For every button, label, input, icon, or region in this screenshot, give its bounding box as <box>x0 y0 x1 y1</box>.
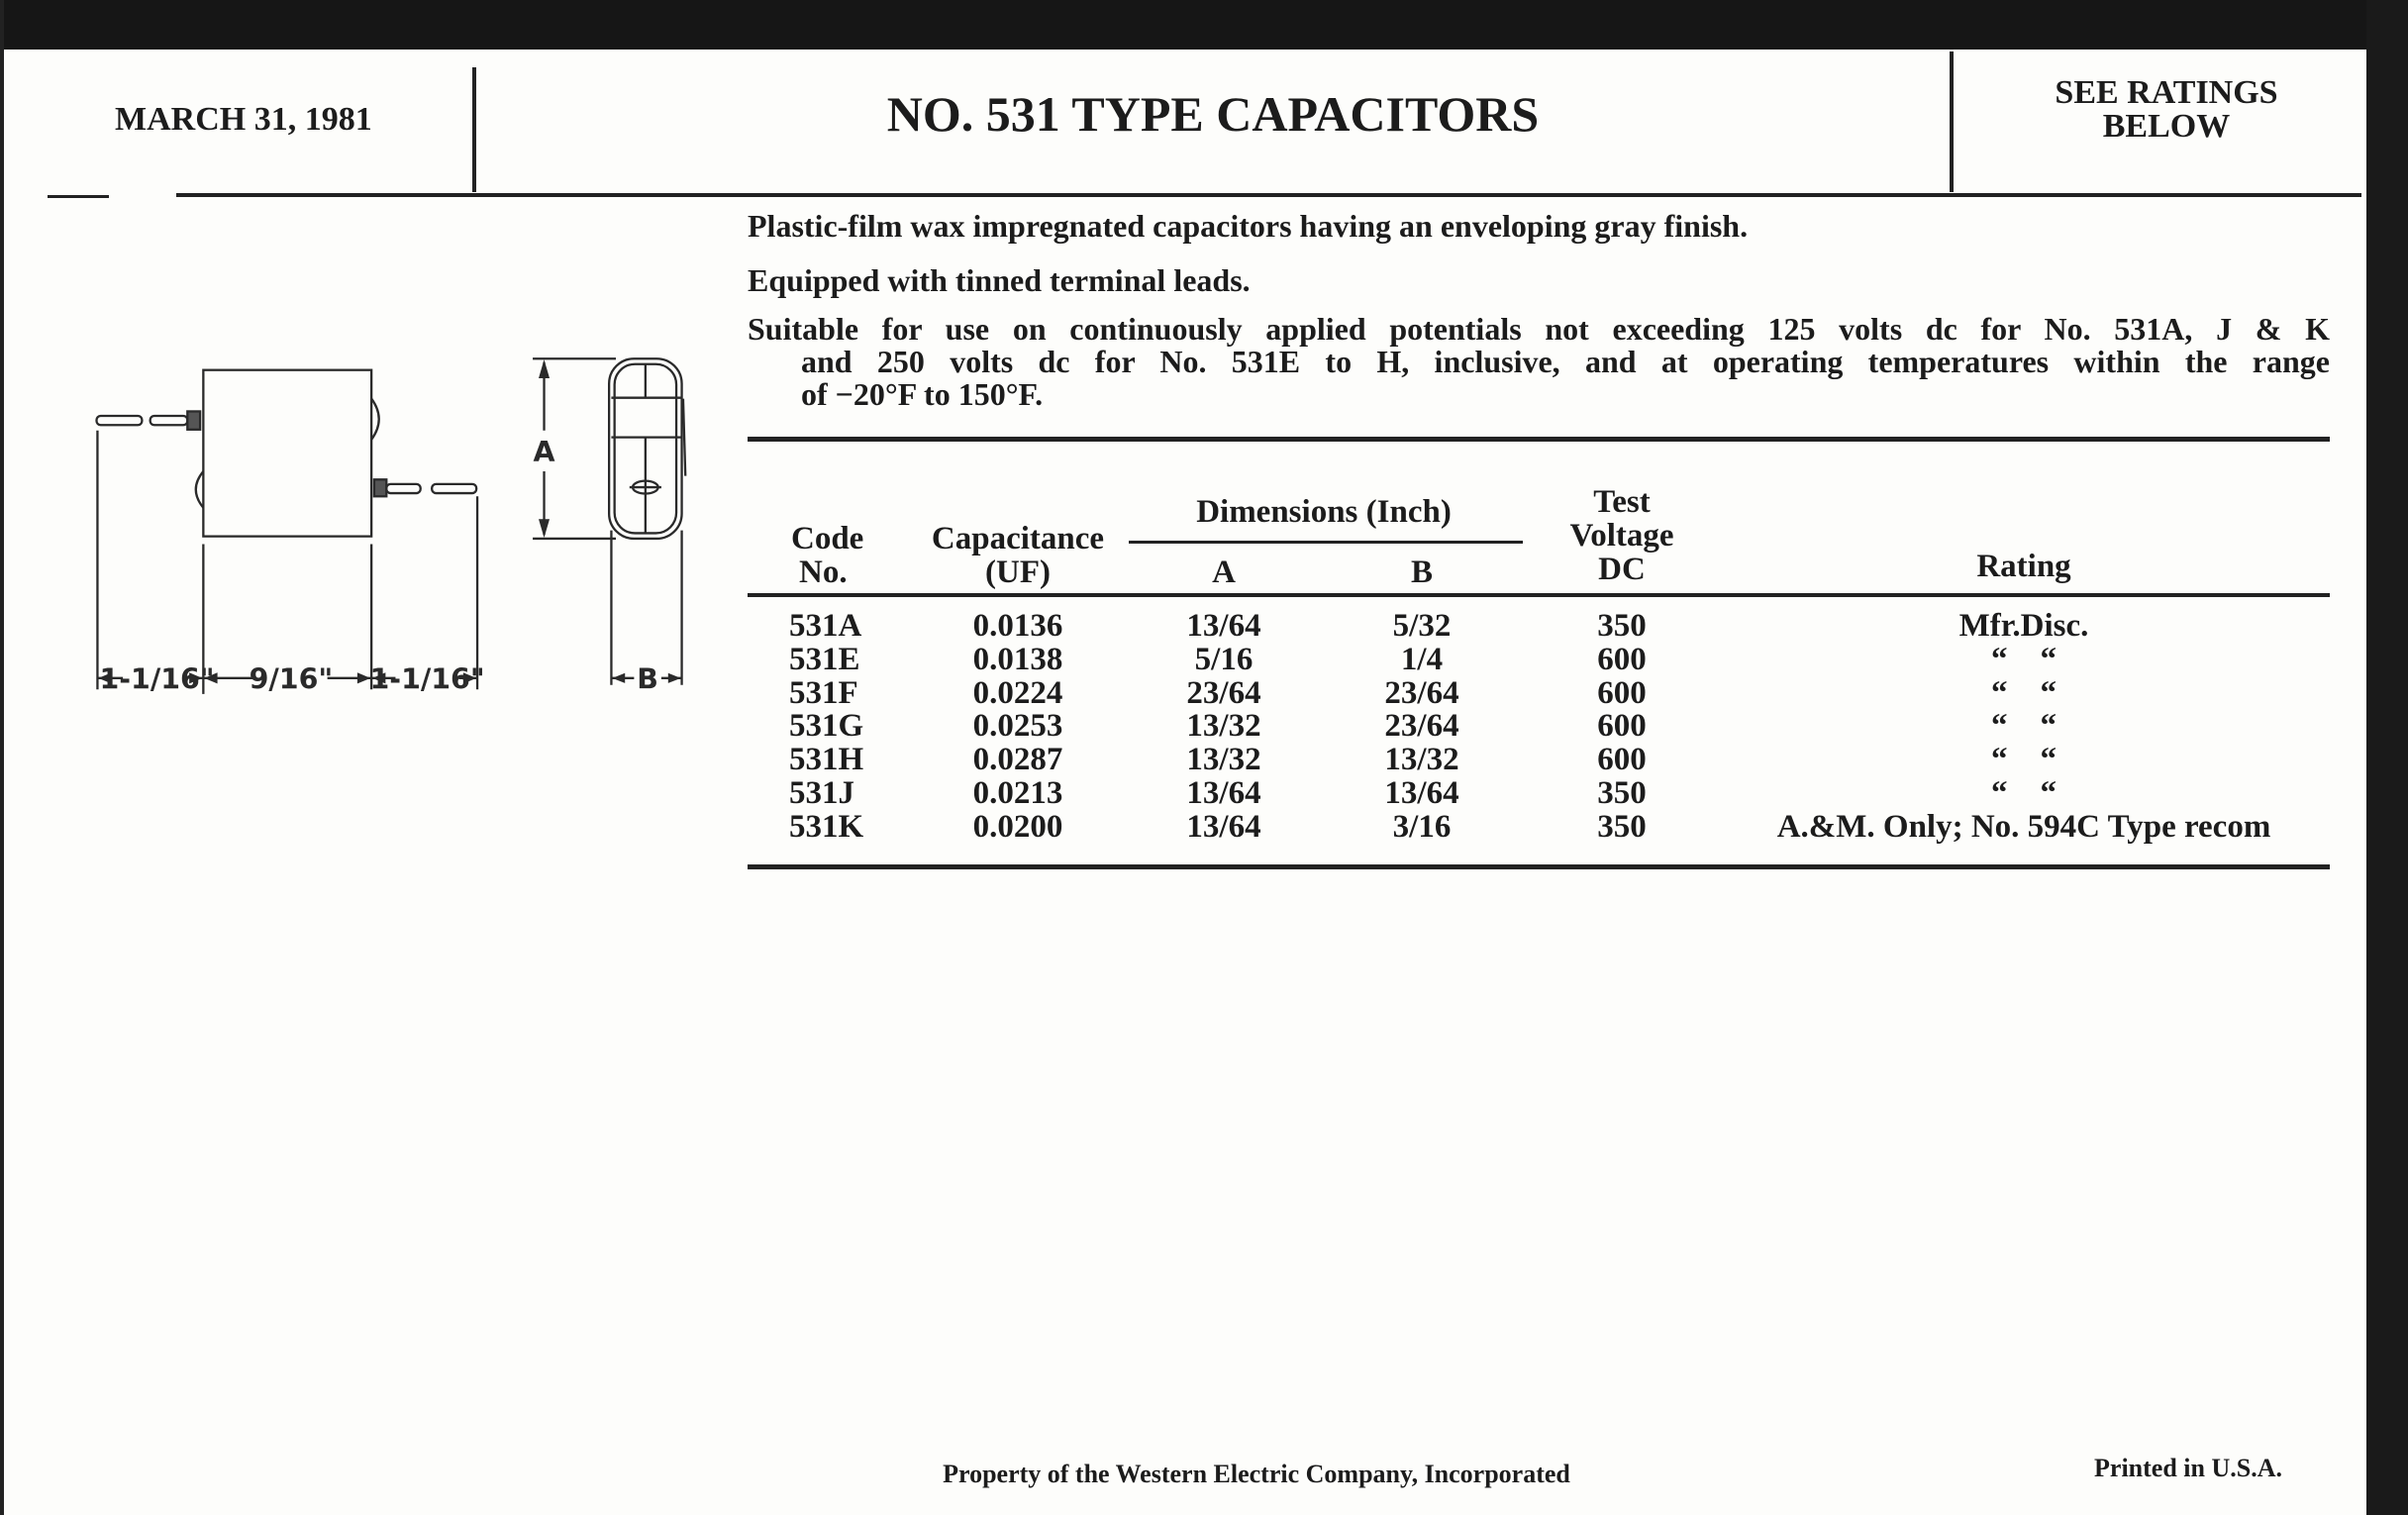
cell-capacitance: 0.0287 <box>972 742 1063 778</box>
cell-dim-b: 13/32 <box>1384 742 1459 778</box>
cell-rating: “ “ <box>1991 775 2057 811</box>
cell-dim-a: 23/64 <box>1186 674 1261 711</box>
col-header-rating: Rating <box>1976 549 2071 584</box>
footer-printed: Printed in U.S.A. <box>2094 1454 2282 1482</box>
issue-date: MARCH 31, 1981 <box>115 101 372 138</box>
cell-dim-a: 13/64 <box>1186 608 1261 644</box>
description-ratings <box>748 313 2330 411</box>
description-finish: Plastic-film wax impregnated capacitors having an enveloping gray finish. <box>748 208 1749 244</box>
page-title: NO. 531 TYPE CAPACITORS <box>886 86 1540 142</box>
cell-code: 531F <box>789 674 858 711</box>
col-header-test-voltage <box>1569 485 1673 586</box>
cell-dim-b: 13/64 <box>1384 775 1459 811</box>
col-header-dim-a: A <box>1212 555 1236 590</box>
cell-rating: Mfr.Disc. <box>1958 608 2089 644</box>
cell-capacitance: 0.0136 <box>972 608 1063 644</box>
cell-test-voltage: 350 <box>1597 775 1647 811</box>
cell-test-voltage: 600 <box>1597 641 1647 677</box>
cell-rating: “ “ <box>1991 674 2057 711</box>
cell-rating: A.&M. Only; No. 594C Type recom <box>1776 808 2271 845</box>
col-header-voltage-line3: DC <box>1598 552 1646 587</box>
col-header-capacitance <box>932 522 1104 589</box>
dimensions-rule <box>1129 541 1523 544</box>
cell-dim-b: 5/32 <box>1392 608 1452 644</box>
col-header-code-line2: No. <box>799 555 848 590</box>
cell-dim-a: 5/16 <box>1194 641 1254 677</box>
description-leads: Equipped with tinned terminal leads. <box>748 262 1251 298</box>
cell-capacitance: 0.0224 <box>972 674 1063 711</box>
cell-dim-b: 1/4 <box>1400 641 1444 677</box>
cell-rating: “ “ <box>1991 742 2057 778</box>
end-view <box>533 358 685 695</box>
header-divider-left <box>472 67 476 192</box>
description-ratings-line3: of −20°F to 150°F. <box>801 376 1044 412</box>
cell-capacitance: 0.0253 <box>972 708 1063 745</box>
cell-code: 531J <box>789 775 854 811</box>
cell-test-voltage: 350 <box>1597 808 1647 845</box>
dim-right-label: 1-1/16" <box>369 662 485 696</box>
col-header-dimensions: Dimensions (Inch) <box>1196 494 1452 530</box>
capacitor-dimension-drawing <box>0 317 713 726</box>
cell-code: 531A <box>789 608 862 644</box>
description-ratings-line2: and 250 volts dc for No. 531E to H, inclusive, and at operating temperatures within the range <box>801 344 2330 379</box>
col-header-dim-b: B <box>1410 555 1434 590</box>
cell-dim-a: 13/32 <box>1186 708 1261 745</box>
cell-dim-a: 13/64 <box>1186 808 1261 845</box>
cell-dim-b: 3/16 <box>1392 808 1452 845</box>
scan-left-border <box>0 0 4 1515</box>
cell-dim-a: 13/64 <box>1186 775 1261 811</box>
scan-right-border <box>2366 0 2408 1515</box>
table-header-rule <box>748 593 2330 597</box>
cell-dim-b: 23/64 <box>1384 674 1459 711</box>
col-header-capacitance-line2: (UF) <box>985 555 1051 590</box>
cell-rating: “ “ <box>1991 708 2057 745</box>
cell-code: 531G <box>789 708 864 745</box>
col-header-code-line1: Code <box>791 521 864 556</box>
col-header-capacitance-line1: Capacitance <box>931 521 1105 556</box>
ratings-note-line2: BELOW <box>2102 108 2231 145</box>
cell-test-voltage: 350 <box>1597 608 1647 644</box>
footer-property: Property of the Western Electric Company, Incorporated <box>943 1460 1570 1488</box>
cell-code: 531E <box>789 641 860 677</box>
header-rule <box>176 193 2361 197</box>
cell-capacitance: 0.0138 <box>972 641 1063 677</box>
cell-dim-a: 13/32 <box>1186 742 1261 778</box>
col-header-code <box>789 522 863 589</box>
side-view <box>97 370 485 696</box>
table-bottom-rule <box>748 864 2330 869</box>
cell-capacitance: 0.0200 <box>972 808 1063 845</box>
dim-a-label: A <box>533 435 555 468</box>
cell-test-voltage: 600 <box>1597 674 1647 711</box>
header-rule-stub <box>48 195 109 198</box>
cell-test-voltage: 600 <box>1597 742 1647 778</box>
cell-dim-b: 23/64 <box>1384 708 1459 745</box>
cell-code: 531K <box>789 808 864 845</box>
cell-capacitance: 0.0213 <box>972 775 1063 811</box>
cell-code: 531H <box>789 742 864 778</box>
description-ratings-line1: Suitable for use on continuously applied potentials not exceeding 125 volts dc for No. 531A, J & K <box>748 311 2330 347</box>
header-divider-right <box>1950 51 1954 192</box>
ratings-note <box>2055 76 2277 144</box>
dim-left-label: 1-1/16" <box>99 662 215 696</box>
cell-test-voltage: 600 <box>1597 708 1647 745</box>
dim-b-label: B <box>637 662 658 696</box>
scan-top-border <box>0 0 2408 50</box>
col-header-voltage-line1: Test <box>1593 484 1651 520</box>
col-header-voltage-line2: Voltage <box>1569 518 1674 554</box>
ratings-note-line1: SEE RATINGS <box>2055 74 2278 111</box>
dim-body-label: 9/16" <box>249 662 334 696</box>
cell-rating: “ “ <box>1991 641 2057 677</box>
description-rule <box>748 437 2330 442</box>
